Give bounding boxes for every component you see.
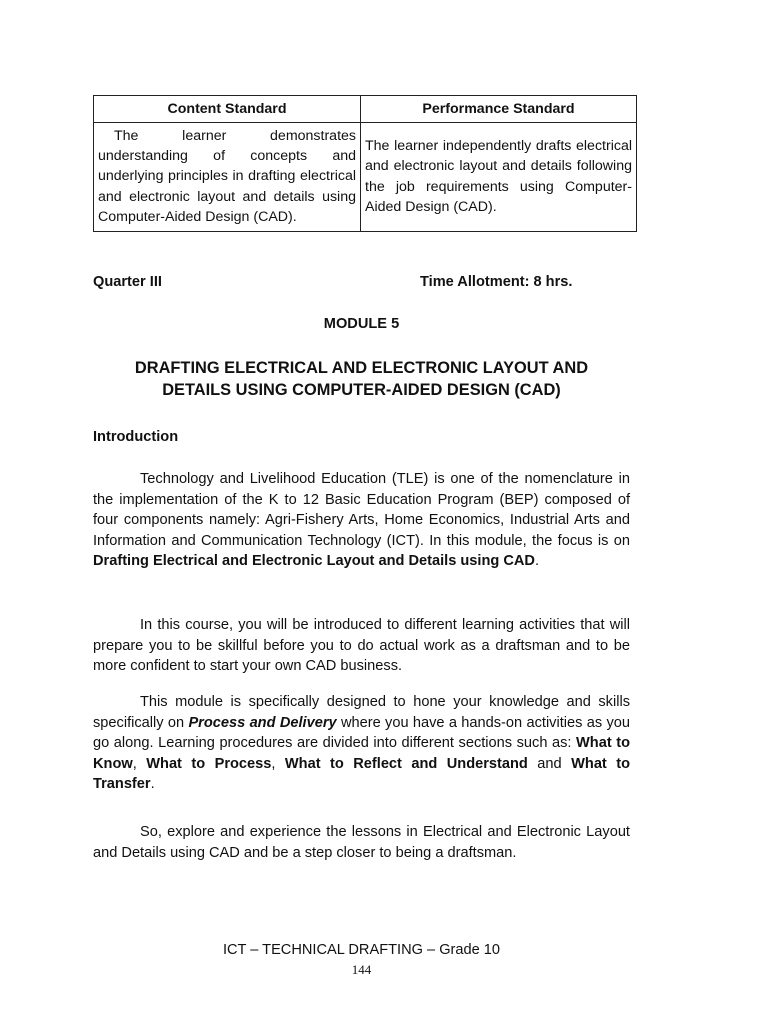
section-what-to-transfer: What to Transfer xyxy=(93,755,631,793)
intro-paragraph-1 xyxy=(93,469,630,572)
quarter-label: Quarter III xyxy=(93,274,162,290)
module-title-line-1: DRAFTING ELECTRICAL AND ELECTRONIC LAYOUT AND xyxy=(134,359,589,377)
p1-text-b: . xyxy=(534,553,540,570)
quarter-time-row xyxy=(93,272,630,292)
p1-text-a: Technology and Livelihood Education (TLE) is one of the nomenclature in the implementation of the K to 12 Basic Education Program (BEP) composed of four components namely: Agri-Fishery Arts, Home Economics, Industrial Arts and Information and Communication Technology (ICT). In this module, the focus is on xyxy=(93,471,630,549)
section-what-to-reflect: What to Reflect and Understand xyxy=(284,755,528,772)
introduction-heading: Introduction xyxy=(93,429,179,445)
page-footer: ICT – TECHNICAL DRAFTING – Grade 10 xyxy=(222,942,501,958)
section-what-to-process: What to Process xyxy=(146,755,272,772)
p3-text-b: where you have a hands-on activities as you go along. Learning procedures are divided into different sections such as: xyxy=(93,714,631,752)
content-standard-header: Content Standard xyxy=(94,96,361,123)
performance-standard-header: Performance Standard xyxy=(361,96,637,123)
section-what-to-know: What to Know xyxy=(93,735,631,772)
content-standard-cell: The learner demonstrates understanding of concepts and underlying principles in drafting electrical and electronic layout and details using Computer-Aided Design (CAD). xyxy=(94,123,361,232)
module-title-line-2: DETAILS USING COMPUTER-AIDED DESIGN (CAD) xyxy=(162,381,561,399)
table-header-row xyxy=(94,96,637,123)
p3-process-delivery: Process and Delivery xyxy=(188,714,337,731)
module-title xyxy=(93,357,630,401)
p3-sep-3: and xyxy=(527,755,572,772)
intro-paragraph-4: So, explore and experience the lessons in Electrical and Electronic Layout and Details using CAD and be a step closer to being a draftsman. xyxy=(93,824,630,861)
table-row xyxy=(94,123,637,232)
module-label: MODULE 5 xyxy=(323,316,400,332)
page-number: 144 xyxy=(351,962,372,977)
time-allotment: Time Allotment: 8 hrs. xyxy=(420,274,573,290)
p3-text-a: This module is specifically designed to hone your knowledge and skills specifically on xyxy=(93,694,630,731)
intro-paragraph-2: In this course, you will be introduced to different learning activities that will prepare you to be skillful before you to do actual work as a draftsman and to be more confident to start your own CAD business. xyxy=(93,617,630,675)
p3-sep-1: , xyxy=(132,755,147,772)
p3-end: . xyxy=(150,776,155,793)
standards-table xyxy=(93,95,637,232)
p1-bold-focus: Drafting Electrical and Electronic Layout and Details using CAD xyxy=(93,553,535,570)
intro-paragraph-3 xyxy=(93,692,630,795)
p3-sep-2: , xyxy=(271,755,285,772)
performance-standard-cell: The learner independently drafts electrical and electronic layout and details following the job requirements using Computer-Aided Design (CAD). xyxy=(361,123,637,232)
